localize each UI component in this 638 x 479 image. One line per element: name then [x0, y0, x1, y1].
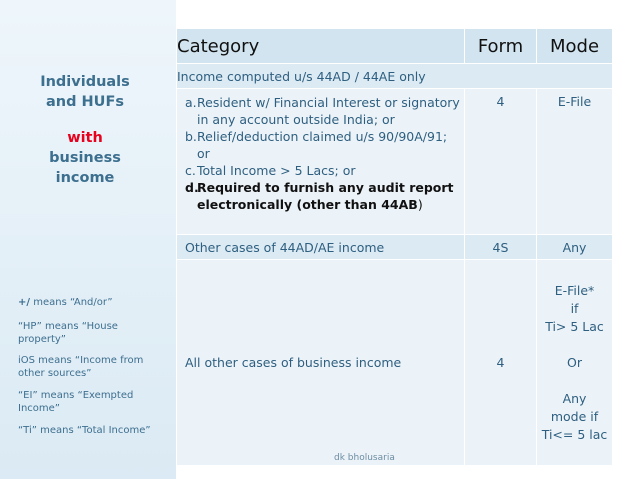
form-cell: 4	[465, 260, 537, 466]
table-row	[177, 64, 613, 89]
list-text: Total Income > 5 Lacs; or	[197, 163, 356, 178]
footer-credit: dk bholusaria	[334, 453, 395, 463]
note-item	[18, 296, 153, 309]
note-item	[18, 389, 153, 415]
list-text: Resident w/ Financial Interest or signatory in any account outside India; or	[197, 95, 460, 127]
list-item	[177, 162, 464, 179]
mode-line: Ti> 5 Lac	[545, 318, 604, 334]
list-item	[177, 128, 464, 162]
mode-cell: Any	[537, 235, 613, 260]
mode-line	[537, 336, 612, 354]
notes-list	[18, 296, 153, 448]
list-marker: a.	[185, 95, 197, 110]
heading-sub-2: income	[55, 170, 115, 186]
category-list	[177, 94, 464, 213]
heading-accent: with	[67, 130, 103, 146]
mode-line	[537, 372, 612, 390]
category-cell	[177, 89, 465, 235]
note-item	[18, 320, 153, 346]
heading-line-2: and HUFs	[46, 94, 124, 110]
mode-cell	[537, 260, 613, 466]
list-marker: d.	[185, 180, 199, 195]
list-item	[177, 179, 464, 213]
table-row	[177, 260, 613, 466]
mode-line: Ti<= 5 lac	[541, 426, 608, 442]
mode-line: if	[570, 300, 579, 316]
note-item	[18, 424, 153, 437]
heading-sub-1: business	[49, 150, 121, 166]
category-cell: All other cases of business income	[177, 260, 465, 466]
mode-stack	[537, 282, 612, 444]
list-text: Relief/deduction claimed u/s 90/90A/91; or	[197, 129, 448, 161]
sidebar-panel	[0, 0, 176, 479]
note-text: means “And/or”	[30, 297, 113, 308]
list-marker: b.	[185, 129, 197, 144]
heading-line-1: Individuals	[40, 74, 130, 90]
header-mode: Mode	[537, 29, 613, 64]
list-suffix: )	[417, 197, 423, 212]
header-form: Form	[465, 29, 537, 64]
note-text: “Ti” means “Total Income”	[18, 425, 151, 436]
note-text: “EI” means “Exempted Income”	[18, 390, 134, 414]
table-row	[177, 89, 613, 235]
form-cell: 4S	[465, 235, 537, 260]
mode-cell: E-File	[537, 89, 613, 235]
mode-line: Or	[567, 354, 582, 370]
mode-line: mode if	[550, 408, 599, 424]
span-row-cell: Income computed u/s 44AD / 44AE only	[177, 64, 613, 89]
note-key: +/	[18, 297, 31, 308]
note-text: “HP” means “House property”	[18, 321, 118, 345]
mode-line: Any	[562, 390, 587, 406]
list-text: Required to furnish any audit report electronically (other than 44AB	[197, 180, 454, 212]
mode-line: E-File*	[554, 282, 595, 298]
table-row	[177, 235, 613, 260]
header-category: Category	[177, 29, 465, 64]
table-header-row	[177, 29, 613, 64]
list-item	[177, 94, 464, 128]
itr-form-table	[176, 28, 613, 466]
form-cell: 4	[465, 89, 537, 235]
category-cell: Other cases of 44AD/AE income	[177, 235, 465, 260]
list-marker: c.	[185, 163, 196, 178]
sidebar-heading	[30, 72, 140, 188]
note-item	[18, 354, 153, 380]
note-text: iOS means “Income from other sources”	[18, 355, 144, 379]
